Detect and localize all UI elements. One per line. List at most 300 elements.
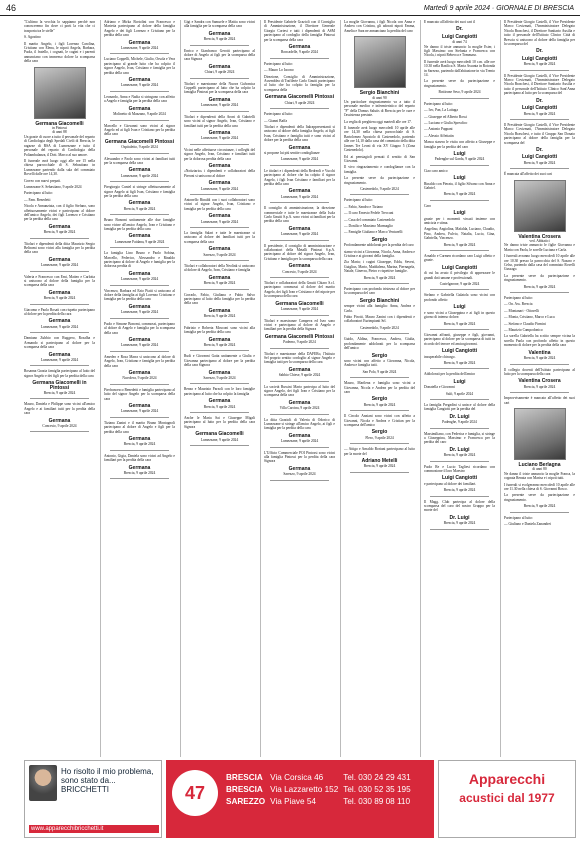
obituary-text: Paolo e Simone Bonomi, commossi, partecipano al dolore di Angelo e famiglia per la scomparsa della cara bbox=[104, 321, 175, 335]
obituary-name: Germana bbox=[48, 351, 71, 358]
obituary-text: La presente serve da partecipazione e ringraziamento. bbox=[504, 493, 575, 502]
place-date: San Polo, 9 aprile 2024 bbox=[362, 369, 397, 374]
obituary-text: Il consiglio di amministrazione, la direzione commerciale e tutte le maestranze della Isola Carlo Gnutti S.p.A. sono vicini ai familiari per la perdita della cara bbox=[264, 206, 335, 224]
avatar bbox=[29, 765, 57, 801]
obituary-name: Germana Giacomelli in Pintossi bbox=[32, 380, 87, 391]
obituary-text: Mauro, Marilena e famiglia sono vicini a Giovanna, Nicola e Andrea per la perdita del caro bbox=[344, 381, 415, 394]
obituary-text: Il Presidente Giorgio Castelli, il Vice Presidente Marco Covizmati, l'Amministratore Delegato Nicola Braschesi, e tutto il Gruppo San Donato partecipano al dolore della famiglia per la scomparsa del bbox=[504, 122, 575, 145]
age-line: di anni 74 bbox=[452, 40, 467, 45]
obituary-name: Germana bbox=[128, 402, 151, 409]
separator bbox=[270, 480, 329, 481]
obituary-name: Luigi Cangiotti bbox=[442, 475, 477, 482]
obituary-text: È mancato all'affetto dei suoi cari il bbox=[424, 20, 476, 24]
separator bbox=[270, 414, 329, 415]
separator bbox=[270, 348, 329, 349]
obituary-text: Leonardo, Anna e Nadia si stringono con affetto a Angelo e famiglia per la perdita della cara bbox=[104, 94, 175, 104]
obituary-text: Addolorati per la perdita dell'amico bbox=[424, 372, 476, 377]
obituary-name: Germana bbox=[128, 303, 151, 310]
separator bbox=[110, 247, 169, 248]
obituary-name: Germana bbox=[208, 162, 231, 169]
portrait-photo bbox=[514, 180, 566, 232]
obituary-name: Germana Giacomelli Pintossi bbox=[264, 333, 335, 340]
obituary-text: Partecipano con profonda tristezza al dolore per la scomparsa del caro bbox=[344, 287, 415, 296]
obituary-text: Luciano Coppelli, Michele, Giulio, Orsola e Vera partecipano al grande lutto che ha colpito il signor Angelo, Ivan, Cristiano e famiglia per la perdita della cara bbox=[104, 57, 175, 75]
obituary-text: Titolari e dipendenti della Italrappresentanti si uniscono al dolore della famiglia Angelo, ai figli Ivan, Cristiano e famiglia tutti e sono vicini al dolore per la perdita della cara bbox=[264, 124, 335, 143]
place-date: Brescia, 9 aprile 2024 bbox=[443, 192, 476, 197]
ad-left-url[interactable]: www.apparecchibricchetti.it bbox=[29, 825, 159, 833]
obituary-text: Ne danno il triste annuncio la moglie Ester, i figli Massimo con Stefania e Francesca con Nicola, i nipoti Rebecca e Tommaso. bbox=[424, 44, 495, 58]
separator bbox=[350, 194, 409, 195]
obituary-name: Sergio bbox=[371, 352, 388, 359]
deceased-card bbox=[344, 36, 415, 100]
obituary-text: È mancata all'affetto dei suoi cari bbox=[504, 172, 552, 177]
place-date: Salò, 9 aprile 2024 bbox=[445, 391, 474, 396]
obituary-name: Sergio bbox=[371, 429, 388, 436]
separator bbox=[270, 381, 329, 382]
place-date: Paderno, 9 aprile 2024 bbox=[283, 340, 316, 345]
obituary-name: Germana bbox=[208, 246, 231, 253]
separator bbox=[190, 289, 249, 290]
store-phone[interactable]: Tel. 030 24 29 431 bbox=[343, 773, 411, 782]
obituary-text: La moglie Giovanna, i figli Nicola con Anna e Andrea con Cristina, gli adorati nipoti Emma, Amelia e Sara ne annunciano la perdita del caro bbox=[344, 20, 415, 33]
place-date: Concesio, 9 aprile 2024 bbox=[282, 269, 317, 274]
obituary-name: Germana bbox=[128, 369, 151, 376]
place-date: Lumezzane, 9 aprile 2024 bbox=[120, 310, 159, 315]
separator bbox=[190, 194, 249, 195]
place-date: Brescia, 9 aprile 2024 bbox=[443, 360, 476, 365]
separator bbox=[510, 292, 569, 293]
obituary-name: Germana bbox=[208, 274, 231, 281]
obituary-text: Corrado, Fabio, Giuliana e Fabio Salvo partecipano al lutto della famiglia per la perdita della cara bbox=[184, 292, 255, 306]
obituary-text: sempre vicini alla famiglia: Anna, Andrea e Carla. bbox=[344, 304, 415, 313]
separator bbox=[510, 70, 569, 71]
obituary-name: Valentina bbox=[528, 349, 551, 356]
column-5 bbox=[344, 20, 415, 757]
place-date: Castenedolo, 9 aprile 2024 bbox=[360, 325, 399, 330]
obituary-text: insuperabile chirurgo. bbox=[424, 354, 456, 359]
separator bbox=[270, 165, 329, 166]
obituary-text: Piergiorgio Cuntel si stringe affettuosamente al signor Angelo ai figli Ivan, Cristiano e famiglia per la perdita della cara bbox=[104, 185, 175, 198]
obituary-text: Zia Maria; i cugini Giuseppe, Edda, Sevesi, Guiglius, Mario, Maddalena, Marina, Piernagela, Natale, Ginevra, Pietro e rispettive famiglie. bbox=[344, 260, 415, 274]
obituary-name: Dr. bbox=[536, 97, 543, 104]
deceased-subtitle: in Pintossi bbox=[51, 126, 68, 131]
obituary-text: Gigi e Sandra con Samuele e Mattia sono vicini alla famiglia per la scomparsa della cara bbox=[184, 20, 255, 29]
obituary-text: Damiano Zubbio con Ruggero, Rosalba e Armando si partecipano al dolore per la scomparsa della cara bbox=[24, 336, 95, 350]
obituary-name: Germana bbox=[128, 77, 151, 84]
column-3 bbox=[184, 20, 255, 757]
obituary-columns bbox=[24, 20, 576, 757]
place-date: Brescia, 9 aprile 2024 bbox=[523, 384, 556, 389]
store-address: Via Piave 54 bbox=[270, 797, 316, 806]
separator bbox=[270, 202, 329, 203]
obituary-text: — Gianni Baffa bbox=[264, 118, 288, 123]
place-date: Lumezzane, 9 aprile 2024 bbox=[40, 357, 79, 362]
obituary-name: Germana bbox=[208, 96, 231, 103]
obituary-text: — Monia, Cristiano, Marco e Luca bbox=[504, 315, 555, 320]
place-date: Brescia, 9 aprile 2024 bbox=[123, 442, 156, 447]
obituary-name: Sergio bbox=[371, 236, 388, 243]
separator bbox=[430, 98, 489, 99]
obituary-name: Germana bbox=[128, 39, 151, 46]
obituary-text: Titolari e maestranze della Nuova Galvanica Coppelli partecipano al lutto che ha colpito la famiglia Pintossi per la scomparsa della cara bbox=[184, 81, 255, 95]
obituary-name: Dr. bbox=[536, 48, 543, 55]
separator bbox=[110, 181, 169, 182]
obituary-text: Tiziana Zanini e il marito Bruno Montagnoli partecipano al dolore di Angelo e figli per la perdita della cara bbox=[104, 420, 175, 434]
obituary-name: Luigi bbox=[453, 378, 466, 385]
separator bbox=[110, 91, 169, 92]
place-date: Sarezzo, 9 aprile 2024 bbox=[203, 375, 236, 380]
hearing-ad-left[interactable] bbox=[24, 760, 162, 838]
obituary-text: Un grazie di cuore a tutto il personale del reparto di Cardiologia degli Spedali Civili di Brescia, le ragazze di RSA di Lumezzane e tutto il personale del reparto di Cardiologia della Poliambulanza, il Dott. Marco al suo amore. bbox=[24, 134, 95, 157]
obituary-name: Germana bbox=[288, 263, 311, 270]
obituary-text: Partecipano al lutto: bbox=[424, 101, 453, 106]
obituary-text: Partecipano al lutto: bbox=[264, 112, 293, 117]
obituary-text: Amedeo e Rosa Marra si uniscono al dolore di Angelo, Ivan, Cristiano e famiglia per la perdita della cara bbox=[104, 354, 175, 368]
deceased-age: di anni 80 bbox=[532, 467, 547, 472]
obituary-text: — Donilio e Massimo Marmaglio bbox=[344, 223, 393, 228]
store-address: Via Corsica 46 bbox=[270, 773, 324, 782]
place-date: Lumezzane, 9 aprile 2024 bbox=[200, 136, 239, 141]
page-number: 46 bbox=[6, 3, 17, 13]
separator bbox=[430, 289, 489, 290]
place-date: Padenghe, 9 aprile 2024 bbox=[442, 420, 477, 425]
obituary-text: Rinaldo con Pierata, il figlio Silvano con Anna e Gabriel. bbox=[424, 181, 495, 190]
separator bbox=[110, 318, 169, 319]
place-date: Brescia, 9 aprile 2024 bbox=[203, 314, 236, 319]
obituary-name: Germana bbox=[48, 417, 71, 424]
place-date: Brescia, 9 aprile 2024 bbox=[203, 404, 236, 409]
obituary-text: Massimiliano, con Federica e famiglia, si stringe a Giuseppina, Massimo e Francesca per la perdita del caro bbox=[424, 431, 495, 445]
obituary-text: — Maurizio Campodonico bbox=[504, 328, 543, 333]
place-date: Ospitaletto, 9 aprile 2024 bbox=[121, 145, 158, 150]
place-date: Brescia, 9 aprile 2024 bbox=[523, 356, 556, 361]
deceased-age: di anni 88 bbox=[52, 130, 67, 135]
obituary-text: Il collegio docenti dell'Istituto partecipano al lutto per la scomparsa della cara bbox=[504, 367, 575, 376]
obituary-text: Titolari e maestranze della DAFERo, l'Istituto Sel proprio sentito cordoglio al signor Angelo e famiglia tutti per la scomparsa della cara bbox=[264, 351, 335, 365]
obituary-name: Germana bbox=[208, 307, 231, 314]
place-date: Brescia, 9 aprile 2024 bbox=[523, 284, 556, 289]
obituary-name: Luigi Cangiotti bbox=[522, 154, 557, 161]
hearing-ad-center[interactable] bbox=[166, 760, 434, 838]
store-row bbox=[226, 784, 416, 796]
place-date: Lumezzane, 9 aprile 2024 bbox=[280, 307, 319, 312]
obituary-text: La presente serve da partecipazione e ringraziamento. bbox=[344, 176, 415, 185]
page-header bbox=[0, 0, 580, 16]
place-date: Lumezzane, 9 aprile 2024 bbox=[120, 173, 159, 178]
separator bbox=[430, 200, 489, 201]
obituary-text: «Notiziario» i dipendenti e collaboratori della Pieroni si uniscono al dolore bbox=[184, 169, 255, 178]
place-date: Brescia, 9 aprile 2024 bbox=[443, 453, 476, 458]
column-rule bbox=[100, 20, 101, 757]
obituary-text: La presente serve da partecipazione e ringraziamento. bbox=[424, 79, 495, 88]
separator bbox=[190, 322, 249, 323]
ad-left-line2: sono stato da... BRICCHETTI bbox=[61, 776, 116, 794]
separator bbox=[350, 377, 409, 378]
obituary-name: Luigi Cangiotti bbox=[442, 348, 477, 355]
obituary-text: Enrico e Gianfranco Gerotti partecipano al dolore di Angelo ai figli per la scomparsa della cara Signora bbox=[184, 48, 255, 62]
separator bbox=[430, 529, 489, 530]
place-date: Lumezzane Faidana, 9 aprile 2024 bbox=[114, 239, 165, 244]
separator bbox=[350, 443, 409, 444]
obituary-text: Mauro, Daniela e Philippe sono vicini all'amico Angelo e ai familiari tutti per la perdita della cara bbox=[24, 402, 95, 416]
obituary-text: Rudi e Giovanni Gatta unitamente a Giulia e Giovanna partecipano al dolore per la perdita della cara Signora bbox=[184, 354, 255, 368]
obituary-name: Germana bbox=[288, 188, 311, 195]
obituary-text: Guido, Aldina, Francesca, Andrea, Giulia, profondamente addolorati per la scomparsa dell'amico bbox=[344, 337, 415, 351]
obituary-text: — Mauro Lo Iacono bbox=[264, 68, 294, 73]
obituary-text: Partecipano al lutto: bbox=[504, 296, 533, 301]
obituary-text: I funerali si svolgeranno mercoledì 10 aprile alle ore 11.30 nella chiesa di S. Giovanni Bosco. bbox=[504, 482, 575, 491]
obituary-text: sono vicini con affetto a Giovanna, Nicola, Andrea e famiglia tutti. bbox=[344, 358, 415, 368]
obituary-name: Adriano Metelli bbox=[361, 458, 398, 464]
obituary-text: Paolo Re e Lucio Tagliesi ricordano con commozione il loro Maestro bbox=[424, 464, 495, 474]
obituary-text: Le titolari e i dipendenti della Redreoli e Vucchi partecipano al dolore che ha colpito il signor Angelo, i figli Ivan Cristiano e familiari per la perdita della cara bbox=[264, 168, 335, 186]
place-date: Brescia, 9 aprile 2024 bbox=[203, 281, 236, 286]
obituary-text: "L'ultimo la vecchia lo sappiamo perchè non conosceremo fin dove ci porti la vita che ci trasporta tra le stelle" bbox=[24, 20, 95, 33]
obituary-name: Germana bbox=[288, 225, 311, 232]
obituary-text: Il funerale avrà luogo mercoledì 10 aprile alle ore 14,30 nella chiesa parrocchiale di S. Bartolomeo Apostolo di Castenedolo, partendo alle ore 14,10 dalla casa del commiato della ditta Jannes Tre Leoni di via XV Giugno 5 (Zona Castenedolo). bbox=[344, 126, 415, 153]
deceased-name: Valentina Crosera bbox=[518, 233, 561, 240]
store-phone[interactable]: Tel. 030 52 35 195 bbox=[343, 785, 411, 794]
place-date: Concesio, 9 aprile 2024 bbox=[42, 423, 77, 428]
obituary-text: Nicola e Annunziata, con il figlio Stefano, sono affettuosamente vicini e partecipano al dolore dell'amico Angelo, dei figli Lorenzo e Cristiano per la perdita della cara bbox=[24, 204, 95, 222]
obituary-name: Germana bbox=[288, 432, 311, 439]
obituary-text: Titolari e maestranze Campeva ed Iseo sono vicini e partecipano al dolore di Angelo e familiari per la perdita della Signora bbox=[264, 318, 335, 332]
place-date: Brescia, 9 aprile 2024 bbox=[123, 471, 156, 476]
obituary-name: Germana Giacomelli bbox=[195, 431, 244, 438]
place-date: Brescia, 9 aprile 2024 bbox=[523, 504, 556, 509]
place-date: Lumezzane, 9 aprile 2024 bbox=[120, 409, 159, 414]
ad-left-line1: Ho risolto il mio problema, bbox=[61, 767, 154, 776]
obituary-text: Adriano e Mirka Bortolini con Francesco e Marietta partecipano al dolore della famiglia Angelo e dei figli Lorenzo e Cristiano per la perdita della cara bbox=[104, 20, 175, 38]
obituary-text: Il Magg. Club partecipa al dolore della scomparsa del caro del nostro Gruppo per la morte del bbox=[424, 499, 495, 513]
separator bbox=[110, 120, 169, 121]
obituary-name: Germana bbox=[128, 200, 151, 207]
place-date: Brescia, 9 aprile 2024 bbox=[443, 521, 476, 526]
separator bbox=[270, 447, 329, 448]
obituary-text: Profondamente addolorati per la perdita del caro bbox=[344, 243, 414, 248]
deceased-card bbox=[504, 408, 575, 472]
obituary-text: Anche le Maria Sai e Giuseppe Migali partecipano al lutto per la perdita della cara Signora bbox=[184, 415, 255, 429]
obituary-text: Ed ai pensiagioli pensati il sentito di San Giovanni. bbox=[344, 154, 415, 163]
hearing-ad-right[interactable] bbox=[438, 760, 576, 838]
place-date: Lumezzane, 9 aprile 2024 bbox=[200, 186, 239, 191]
place-date: Lumezzane, 9 aprile 2024 bbox=[280, 232, 319, 237]
obituary-text: Alessandro e Paolo sono vicini ai familiari tutti per la scomparsa della cara bbox=[104, 156, 175, 165]
obituary-name: Germana bbox=[208, 336, 231, 343]
obituary-text: Correo con nuovi prepati. bbox=[24, 178, 61, 183]
obituary-text: La società Bussini Mario partecipa al lutto del signor Angelo, dei figli Ivan e Cristiano per la scomparsa della cara bbox=[264, 384, 335, 398]
obituary-text: S. Agostino bbox=[24, 35, 41, 40]
separator bbox=[270, 58, 329, 59]
place-date: Chiari, 9 aprile 2024 bbox=[204, 70, 235, 75]
obituary-name: Germana bbox=[288, 399, 311, 406]
obituary-text: Vicini nelle affettuose circostanze, i colleghi del signor Angelo, Ivan, Cristiano e familiari tutti per la dolorosa perdita della cara bbox=[184, 147, 255, 161]
obituary-text: Il vivo ringraziamento e condoglianze con la famiglia. bbox=[344, 165, 415, 174]
separator bbox=[430, 428, 489, 429]
obituary-text: La presente serve da partecipazione e ringraziamento. bbox=[504, 273, 575, 283]
obituary-text: Stefano e Gabriella Galatola sono vicini con profondo affetto bbox=[424, 293, 495, 302]
separator bbox=[190, 144, 249, 145]
obituary-name: Dr. Luigi bbox=[449, 413, 470, 420]
place-date: Lumezzane, 9 aprile 2024 bbox=[120, 46, 159, 51]
obituary-name: Dr. Luigi bbox=[449, 514, 470, 521]
obituary-name: Germana bbox=[128, 336, 151, 343]
place-date: Lumezzane, 9 aprile 2024 bbox=[120, 277, 159, 282]
separator bbox=[30, 332, 89, 333]
place-date: Nuvolera, 9 aprile 2024 bbox=[122, 376, 157, 381]
store-row bbox=[226, 772, 416, 784]
obituary-text: — Il caro Ernesto Fedele Treccani bbox=[344, 211, 394, 216]
obituary-name: Germana bbox=[208, 30, 231, 37]
obituary-name: Luigi Cangiotti bbox=[442, 264, 477, 271]
column-rule bbox=[180, 20, 181, 757]
deceased-name: Luciano Berlagna bbox=[518, 461, 561, 468]
obituary-text: Angelino, Angiolina, Mafalda, Luciano, Claudio, Pino, Andrea, Fulvio, Natalia, Lucio, Gina, Gabriella, Vincenzo. bbox=[424, 227, 495, 241]
obituary-text: Il funerale avrà luogo mercoledì 10 c.m. alle ore 10.30 nella Basilica S. Maria Assunta in Rotonda in Sarezzo, partendo dall'abitazione in via Trento 14. bbox=[424, 59, 495, 78]
obituary-text: Il funerale avrà luogo oggi alle ore 15 nella chiesa parrocchiale di S. Sebastiano in Lumezzane partendo dalla sala del commiato Rovelli dalle ore 14,30. bbox=[24, 158, 95, 177]
obituary-text: Giovanni affranti, giuseppe e figli, giovanni, partecipano al dolore per la scomparsa di tutti in ricordo del terrore ed amicogiovanni. bbox=[424, 332, 495, 346]
place-date: Brescia, 9 aprile 2024 bbox=[523, 111, 556, 116]
separator bbox=[430, 368, 489, 369]
separator bbox=[510, 168, 569, 169]
separator bbox=[110, 214, 169, 215]
obituary-text: Renzo e Maurizio Parzoli con le loro famiglie partecipano al lutto che ha colpito la famiglia bbox=[184, 387, 255, 396]
deceased-subtitle: ved. Abbiatici bbox=[529, 238, 550, 243]
separator bbox=[30, 304, 89, 305]
obituary-name: Germana Giacomelli Pintossi bbox=[264, 94, 335, 101]
store-city: SAREZZO bbox=[226, 797, 266, 806]
obituary-name: Germana bbox=[288, 144, 311, 151]
place-date: Brescia, 9 aprile 2024 bbox=[523, 160, 556, 165]
obituary-text: Il Circolo Anziani sono vicini con affetto a Giovanni, Nicola e Andrea e Cristian per la scomparsa dell'amico bbox=[344, 414, 415, 427]
ad-left-text bbox=[61, 767, 159, 794]
obituary-text: Il Presidente Gabriele Grazioli con il Consiglio di Amministrazione, il Direttore Generale Giorgio Cortesi e tutti i dipendenti di ASM partecipano al cordoglio della famiglia Pintossi per la scomparsa della cara bbox=[264, 20, 335, 42]
obituary-name: Germana bbox=[208, 398, 231, 405]
place-date: Brescia, 9 aprile 2024 bbox=[43, 230, 76, 235]
obituary-text: — Giuliano e Daniela Zanandrei bbox=[504, 522, 552, 526]
obituary-text: — Montanari - Ottavelli bbox=[504, 308, 540, 313]
separator bbox=[510, 364, 569, 365]
obituary-text: La famiglia Salari e tutte le maestranze si uniscono al dolore dei familiari tutti per la scomparsa della cara bbox=[184, 231, 255, 244]
obituary-text: — Luciano e Giulia Spreafico bbox=[424, 120, 468, 125]
separator bbox=[190, 260, 249, 261]
obituary-text: Antonello Rinaldi con i suoi collaboratori sono vicini al signor Angelo, Ivan, Cristiano e famiglia per la perdita della cara bbox=[184, 197, 255, 211]
obituary-name: Germana Giacomelli Pintossi bbox=[104, 138, 175, 145]
obituary-name: Germana bbox=[208, 369, 231, 376]
separator bbox=[110, 450, 169, 451]
obituary-text: Titolari e dipendenti della ditta Maurizio Sergio Beltrami sono vicini alla famiglia per la perdita della cara bbox=[24, 241, 95, 255]
place-date: Lumezzane, 9 aprile 2024 bbox=[280, 439, 319, 444]
obituary-text: — Stefano e Claudio Firmini bbox=[504, 321, 546, 326]
obituary-text: La famiglia Pregadini si unisce al dolore della famiglia Cangiotti per la perdita del bbox=[424, 402, 495, 412]
separator bbox=[430, 329, 489, 330]
obituary-text: — Fam. Benedetti bbox=[24, 197, 51, 202]
obituary-name: Germana bbox=[208, 129, 231, 136]
place-date: Padenghe sul Garda, 9 aprile 2024 bbox=[434, 157, 485, 162]
obituary-text: La ditta Grazioli di Valeria di Odorico di Lumezzane si stringe all'amico Angelo, ai figli e famiglia per la perdita della cara bbox=[264, 417, 335, 431]
deceased-name: Germana Giacomelli bbox=[35, 120, 84, 127]
column-1 bbox=[24, 20, 95, 757]
place-date: Lumezzane, 9 aprile 2024 bbox=[40, 324, 79, 329]
obituary-text: Fabrizio e Roberta Mosconi sono vicini alla famiglia per la perdita della cara bbox=[184, 325, 255, 335]
obituary-text: L'Ufficio Commerciale POI Pintossi sono vicini alla famiglia Pintossi per la perdita della cara Signora bbox=[264, 450, 335, 464]
place-date: Lumezzane, 9 aprile 2024 bbox=[280, 194, 319, 199]
place-date: Brescia, 9 aprile 2024 bbox=[123, 206, 156, 211]
place-date: Sarezzo, 9 aprile 2024 bbox=[203, 252, 236, 257]
separator bbox=[110, 153, 169, 154]
separator bbox=[270, 315, 329, 316]
obituary-text: e partecipano al dolore dei familiari. bbox=[424, 481, 477, 486]
place-date: Flero, 9 aprile 2024 bbox=[365, 435, 394, 440]
store-address: Via Lazzaretto 152 bbox=[270, 785, 339, 794]
obituary-text: — Ivo, Pan, La Lattuga bbox=[424, 108, 458, 113]
obituary-name: Luigi bbox=[453, 304, 466, 311]
separator bbox=[510, 512, 569, 513]
obituary-text: La sorella Gabriella ha scritto sempre vicina la sorella Paola con profondo affetto in questo momento di dolore per la perdita della cara bbox=[504, 334, 575, 348]
store-phone[interactable]: Tel. 030 89 08 110 bbox=[343, 797, 411, 806]
place-date: Castelgarone, 9 aprile 2024 bbox=[439, 282, 480, 287]
separator bbox=[270, 240, 329, 241]
separator bbox=[110, 417, 169, 418]
obituary-text: — Casa del commiato Castenedolo bbox=[344, 217, 395, 222]
obituary-text: Partecipano al lutto: bbox=[24, 191, 53, 196]
obituary-text: Marcello e Giovanni sono vicini al signor Angelo ed ai figli Ivan e Cristiano per la perdita della cara bbox=[104, 123, 175, 137]
obituary-text: Donatella e Giovanni bbox=[424, 385, 455, 390]
obituary-text: Caro bbox=[424, 203, 431, 208]
store-city: BRESCIA bbox=[226, 773, 263, 782]
obituary-text: I funerali avranno luogo mercoledì 10 aprile alle ore 10.30 presso la parrocchia del S. Nazaro e Celso, partendo dalla casa del commiato Rovelli Gussago. bbox=[504, 254, 575, 272]
obituary-name: Germana bbox=[48, 256, 71, 263]
obituary-text: Ciao caro amico bbox=[424, 168, 448, 173]
place-date: Brescia, 9 aprile 2024 bbox=[443, 242, 476, 247]
obituary-text: Ne danno triste annuncio le figlie Giovanna e Maria con Paola, le sorelle Luciana e Carla. bbox=[504, 243, 575, 252]
obituary-name: Germana bbox=[208, 180, 231, 187]
store-locations-table bbox=[226, 772, 416, 808]
place-date: Roncadelle, 9 aprile 2024 bbox=[281, 50, 318, 55]
store-row bbox=[226, 796, 416, 808]
separator bbox=[270, 108, 329, 109]
place-date: Lumezzane, 9 aprile 2024 bbox=[200, 219, 239, 224]
place-date: Lumezzane, 9 aprile 2024 bbox=[200, 103, 239, 108]
column-rule bbox=[500, 20, 501, 757]
column-rule bbox=[340, 20, 341, 757]
place-date: Brescia, 9 aprile 2024 bbox=[203, 37, 236, 42]
obituary-name: Germana bbox=[128, 436, 151, 442]
separator bbox=[190, 350, 249, 351]
place-date: Castenedolo, 9 aprile 2024 bbox=[360, 186, 399, 191]
obituary-name: Germana bbox=[288, 366, 311, 373]
obituary-text: — Antonio Pappani bbox=[424, 127, 453, 132]
obituary-text: Il Presidente Giorgio Castelli, il Vice Presidente Marco Covizmati, l'Amministratore Delegato Nicola Braschesi, il Direttore Sanitario Ausilia e tutto il personale dell'Istituto Clinico Sant'Anna partecipano al lutto per la scomparsa del bbox=[504, 73, 575, 96]
obituary-name: Germana bbox=[128, 464, 151, 471]
place-date: Lumezzane, 9 aprile 2024 bbox=[120, 343, 159, 348]
separator bbox=[430, 165, 489, 166]
obituary-text: Titolari e collaboratori della Neolink si uniscono al dolore di Angelo, Ivan, Cristiano e famiglia bbox=[184, 264, 255, 273]
deceased-name: Sergio Bianchini bbox=[359, 90, 400, 97]
obituary-name: Germana bbox=[128, 233, 151, 240]
obituary-text: Valeria e Francesco con Emi, Matteo e Carlotta si uniscono al dolore della famiglia per la scomparsa della cara bbox=[24, 274, 95, 288]
separator bbox=[430, 399, 489, 400]
separator bbox=[110, 478, 169, 479]
date-line: Martedì 9 aprile 2024 · GIORNALE DI BRESCIA bbox=[423, 5, 574, 12]
obituary-name: Germana bbox=[288, 465, 311, 472]
obituary-name: Luigi Cangiotti bbox=[522, 105, 557, 112]
place-date: Bottirone Seso, 9 aprile 2024 bbox=[438, 90, 481, 95]
place-date: Lumezzane, 9 aprile 2024 bbox=[40, 263, 79, 268]
separator bbox=[510, 392, 569, 393]
separator bbox=[430, 496, 489, 497]
obituary-text: Antonio, Gigia, Daniela sono vicini ad Angelo e familiari per la perdita della cara bbox=[104, 453, 175, 463]
